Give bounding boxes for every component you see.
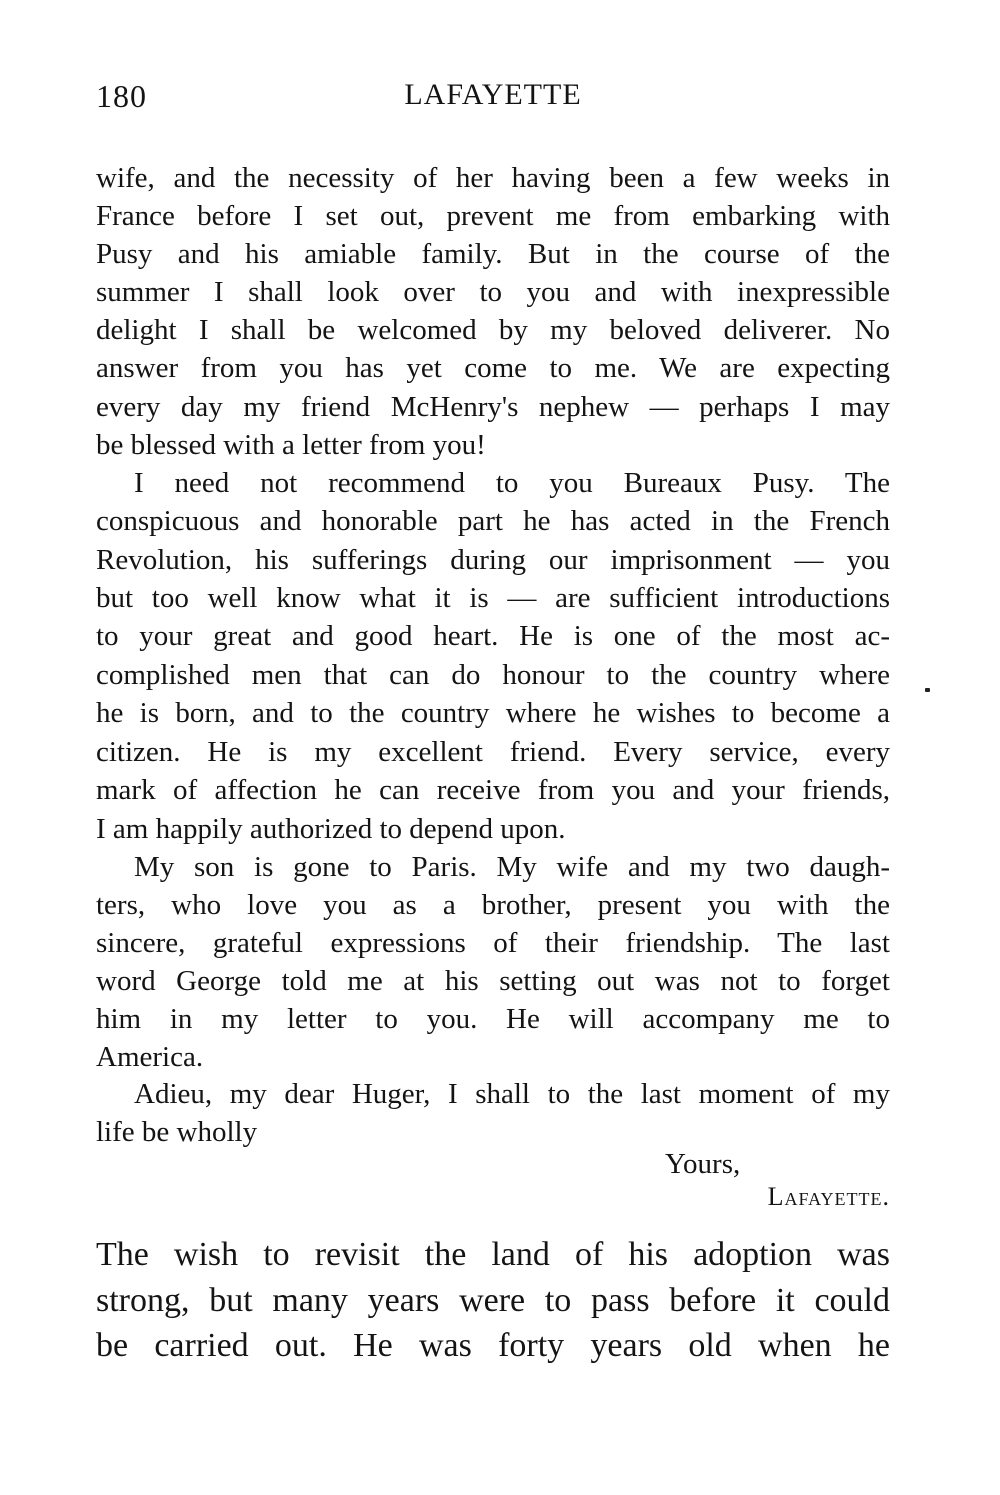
- text-line: ters, who love you as a brother, present you with the: [96, 889, 890, 921]
- page-number: 180: [96, 78, 147, 114]
- text-line: be carried out. He was forty years old when he: [96, 1327, 890, 1364]
- letter-signature: Lafayette.: [767, 1182, 890, 1211]
- text-line: I am happily authorized to depend upon.: [96, 813, 566, 845]
- text-line: My son is gone to Paris. My wife and my two daugh-: [134, 851, 890, 883]
- text-line: but too well know what it is — are sufficient introductions: [96, 582, 890, 614]
- text-line: Pusy and his amiable family. But in the course of the: [96, 238, 890, 270]
- text-line: mark of affection he can receive from you and your friends,: [96, 774, 890, 806]
- text-line: life be wholly: [96, 1116, 258, 1148]
- page-header: [96, 78, 890, 118]
- text-line: Revolution, his sufferings during our imprisonment — you: [96, 544, 890, 576]
- text-line: France before I set out, prevent me from embarking with: [96, 200, 890, 232]
- text-line: Adieu, my dear Huger, I shall to the last moment of my: [134, 1078, 890, 1110]
- print-speck: [925, 688, 930, 692]
- text-line: America.: [96, 1041, 204, 1073]
- text-line: delight I shall be welcomed by my beloved deliverer. No: [96, 314, 890, 346]
- text-line: conspicuous and honorable part he has acted in the French: [96, 505, 890, 537]
- text-line: citizen. He is my excellent friend. Every service, every: [96, 736, 890, 768]
- text-line: word George told me at his setting out was not to forget: [96, 965, 890, 997]
- text-line: him in my letter to you. He will accompany me to: [96, 1003, 890, 1035]
- text-line: summer I shall look over to you and with inexpressible: [96, 276, 890, 308]
- text-line: to your great and good heart. He is one of the most ac-: [96, 620, 890, 652]
- running-head: LAFAYETTE: [404, 78, 582, 111]
- text-line: complished men that can do honour to the country where: [96, 659, 890, 691]
- text-line: answer from you has yet come to me. We are expecting: [96, 352, 890, 384]
- text-line: wife, and the necessity of her having been a few weeks in: [96, 162, 890, 194]
- text-line: The wish to revisit the land of his adoption was: [96, 1236, 890, 1273]
- text-line: be blessed with a letter from you!: [96, 429, 486, 461]
- text-line: strong, but many years were to pass before it could: [96, 1282, 890, 1319]
- text-line: he is born, and to the country where he wishes to become a: [96, 697, 890, 729]
- letter-closing: Yours,: [665, 1148, 741, 1180]
- text-line: sincere, grateful expressions of their friendship. The last: [96, 927, 890, 959]
- text-line: every day my friend McHenry's nephew — perhaps I may: [96, 391, 890, 423]
- text-line: I need not recommend to you Bureaux Pusy. The: [134, 467, 890, 499]
